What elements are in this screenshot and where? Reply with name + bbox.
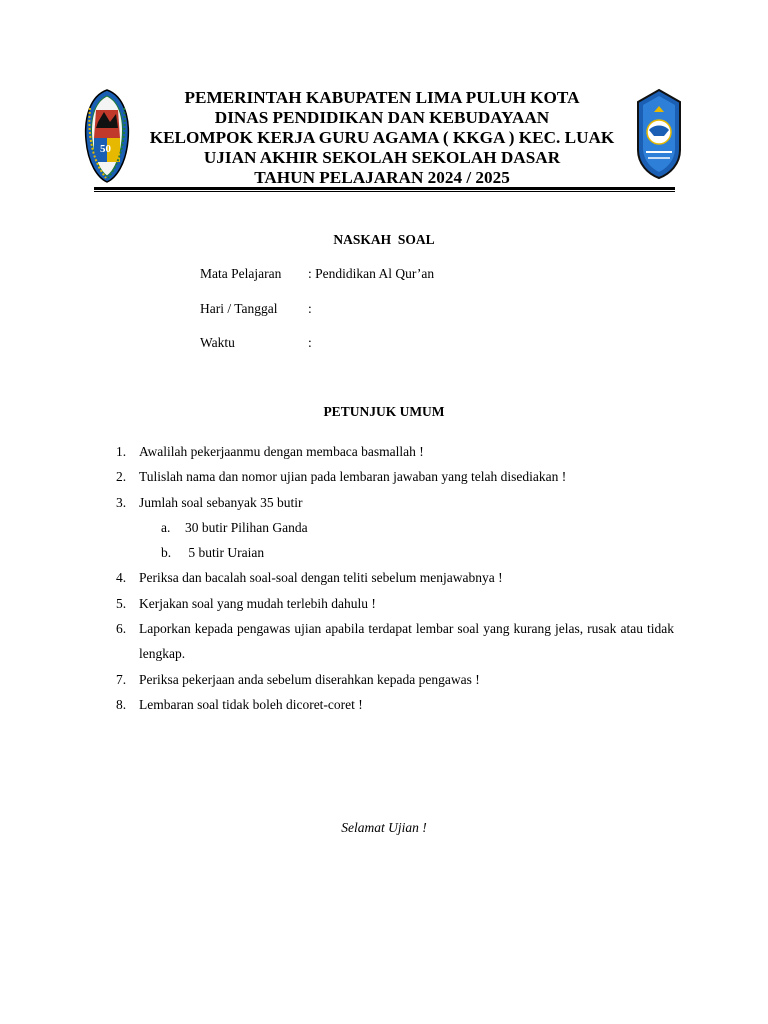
info-value: : <box>308 300 312 316</box>
header-line-2: DINAS PENDIDIKAN DAN KEBUDAYAAN <box>214 108 550 127</box>
item-text: Periksa dan bacalah soal-soal dengan teliti sebelum menjawabnya ! <box>139 570 503 586</box>
info-row-time <box>200 335 434 370</box>
letterhead-text <box>130 88 634 188</box>
document-title: NASKAH SOAL <box>333 232 435 247</box>
item-number: 8. <box>116 696 127 712</box>
list-item <box>116 692 674 717</box>
item-text: Jumlah soal sebanyak 35 butir <box>139 494 303 510</box>
sub-list-item <box>116 515 674 540</box>
header-rule-thin <box>94 191 675 192</box>
info-row-subject <box>200 266 434 301</box>
header-line-5: TAHUN PELAJARAN 2024 / 2025 <box>254 168 510 187</box>
info-label: Hari / Tanggal <box>200 300 278 316</box>
sub-item-letter: a. <box>161 519 171 535</box>
item-number: 5. <box>116 595 127 611</box>
list-item <box>116 439 674 464</box>
item-number: 6. <box>116 621 127 637</box>
instruction-list <box>116 439 674 717</box>
list-item <box>116 616 674 667</box>
exam-info <box>200 266 434 370</box>
item-text: Lembaran soal tidak boleh dicoret-coret ! <box>139 696 363 712</box>
header-rule-thick <box>94 187 675 190</box>
header-line-1: PEMERINTAH KABUPATEN LIMA PULUH KOTA <box>184 88 580 107</box>
sub-list-item <box>116 540 674 565</box>
section-title: PETUNJUK UMUM <box>323 404 445 419</box>
list-item <box>116 490 674 515</box>
info-label: Mata Pelajaran <box>200 266 282 281</box>
item-text: Tulislah nama dan nomor ujian pada lembaran jawaban yang telah disediakan ! <box>139 469 567 485</box>
header-line-4: UJIAN AKHIR SEKOLAH SEKOLAH DASAR <box>203 148 561 167</box>
regency-emblem-icon <box>84 88 130 184</box>
tut-wuri-handayani-icon <box>634 88 684 180</box>
item-number: 3. <box>116 494 127 510</box>
info-label: Waktu <box>200 335 235 350</box>
item-text: Laporkan kepada pengawas ujian apabila terdapat lembar soal yang kurang jelas, rusak atau tidak lengkap. <box>139 621 674 662</box>
letterhead <box>84 84 684 194</box>
sub-item-text: 30 butir Pilihan Ganda <box>185 519 308 535</box>
list-item <box>116 591 674 616</box>
sub-item-text: 5 butir Uraian <box>185 545 265 561</box>
item-number: 4. <box>116 570 127 586</box>
svg-text:50: 50 <box>100 143 111 155</box>
item-number: 1. <box>116 444 127 459</box>
list-item <box>116 464 674 489</box>
item-number: 7. <box>116 671 127 687</box>
item-number: 2. <box>116 469 127 485</box>
header-line-3: KELOMPOK KERJA GURU AGAMA ( KKGA ) KEC. LUAK <box>149 128 615 147</box>
info-value: : Pendidikan Al Qur’an <box>308 266 435 281</box>
sub-item-letter: b. <box>161 545 172 561</box>
info-row-date <box>200 301 434 336</box>
closing-message: Selamat Ujian ! <box>341 820 427 835</box>
info-value: : <box>308 335 312 350</box>
item-text: Kerjakan soal yang mudah terlebih dahulu ! <box>139 595 376 611</box>
list-item <box>116 565 674 590</box>
item-text: Periksa pekerjaan anda sebelum diserahkan kepada pengawas ! <box>139 671 480 687</box>
list-item <box>116 667 674 692</box>
item-text: Awalilah pekerjaanmu dengan membaca basmallah ! <box>139 444 424 459</box>
